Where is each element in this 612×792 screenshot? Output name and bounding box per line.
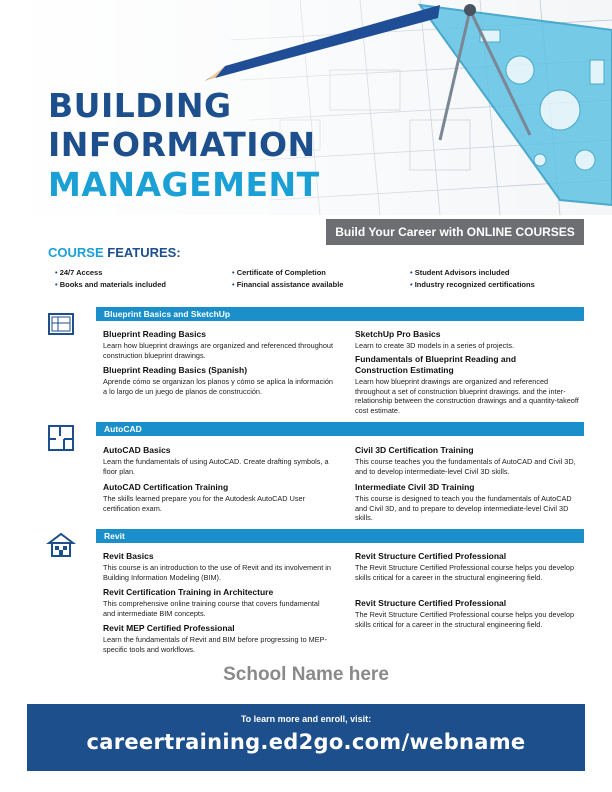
title-line-1: BUILDING [48,86,232,125]
feature-item: • Industry recognized certifications [410,280,535,289]
course-item [355,598,583,629]
course-item [103,587,333,618]
school-name: School Name here [223,664,389,685]
course-description: Aprende cómo se organizan los planos y cómo se aplica la información a lo largo de un juego de planos de construcción. [103,377,333,396]
course-item [103,551,333,582]
course-description: Learn to create 3D models in a series of projects. [355,341,514,350]
course-title: SketchUp Pro Basics [355,329,441,339]
course-title: Blueprint Reading Basics (Spanish) [103,365,248,375]
course-title: AutoCAD Basics [103,445,171,455]
building-icon [46,529,76,559]
course-description: This course is designed to teach you the fundamentals of AutoCAD and Civil 3D, and to prepare to develop intermediate-level Civil 3D skills. [355,494,572,523]
course-title: Revit Structure Certified Professional [355,598,507,608]
features-heading-course: COURSE [48,245,104,260]
tagline-banner: Build Your Career with ONLINE COURSES [326,219,584,245]
floorplan-icon [46,423,76,453]
feature-item: • Books and materials included [55,280,166,289]
course-description: Learn the fundamentals of Revit and BIM before progressing to MEP-specific tools and workflows. [103,635,327,654]
course-description: This course teaches you the fundamentals of AutoCAD and Civil 3D, and to develop intermediate-level Civil 3D skills. [355,457,576,476]
feature-item: • Financial assistance available [232,280,343,289]
feature-item: • 24/7 Access [55,268,102,277]
features-heading [48,245,181,260]
course-item [355,445,583,476]
blueprint-icon [46,309,76,339]
course-item [103,329,333,360]
course-title: Revit Certification Training in Architecture [103,587,274,597]
course-description: Learn how blueprint drawings are organized and referenced throughout a set of construction blueprint drawings. and the inter-relationship between the construction drawings and a quantity-takeoff cost estimate. [355,377,579,415]
course-description: Learn how blueprint drawings are organized and referenced throughout construction blueprint drawings. [103,341,334,360]
course-description: The Revit Structure Certified Professional course helps you develop skills critical for a career in the structural engineering field. [355,563,575,582]
footer-banner [27,704,585,771]
footer-lead-text: To learn more and enroll, visit: [240,714,372,724]
course-description: This course is an introduction to the use of Revit and its involvement in Building Information Modeling (BIM). [103,563,331,582]
course-title: Revit MEP Certified Professional [103,623,235,633]
enroll-url-link[interactable]: careertraining.ed2go.com/webname [86,730,526,754]
course-title: Intermediate Civil 3D Training [355,482,475,492]
course-item [355,354,583,415]
course-description: This comprehensive online training course that covers fundamental and intermediate BIM concepts. [103,599,320,618]
course-description: The skills learned prepare you for the Autodesk AutoCAD User certification exam. [103,494,305,513]
course-item [355,551,583,582]
title-line-2: INFORMATION [48,125,316,164]
title-line-3: MANAGEMENT [48,165,320,204]
section-heading-blueprint: Blueprint Basics and SketchUp [96,307,584,321]
course-title: Revit Structure Certified Professional [355,551,507,561]
course-title: Revit Basics [103,551,154,561]
course-description: Learn the fundamentals of using AutoCAD. Create drafting symbols, a floor plan. [103,457,329,476]
course-description: The Revit Structure Certified Professional course helps you develop skills critical for a career in the structural engineering field. [355,610,575,629]
course-title: Civil 3D Certification Training [355,445,474,455]
course-title: AutoCAD Certification Training [103,482,229,492]
course-item [103,482,333,513]
section-heading-revit: Revit [96,529,584,543]
course-item [355,482,583,523]
course-item [103,445,333,476]
course-item [103,365,333,396]
section-heading-autocad: AutoCAD [96,422,584,436]
course-title: Blueprint Reading Basics [103,329,206,339]
course-title: Fundamentals of Blueprint Reading and Construction Estimating [355,354,517,375]
feature-item: • Certificate of Completion [232,268,326,277]
course-item [355,329,583,351]
features-heading-features: FEATURES: [107,245,181,260]
course-item [103,623,333,654]
feature-item: • Student Advisors included [410,268,509,277]
